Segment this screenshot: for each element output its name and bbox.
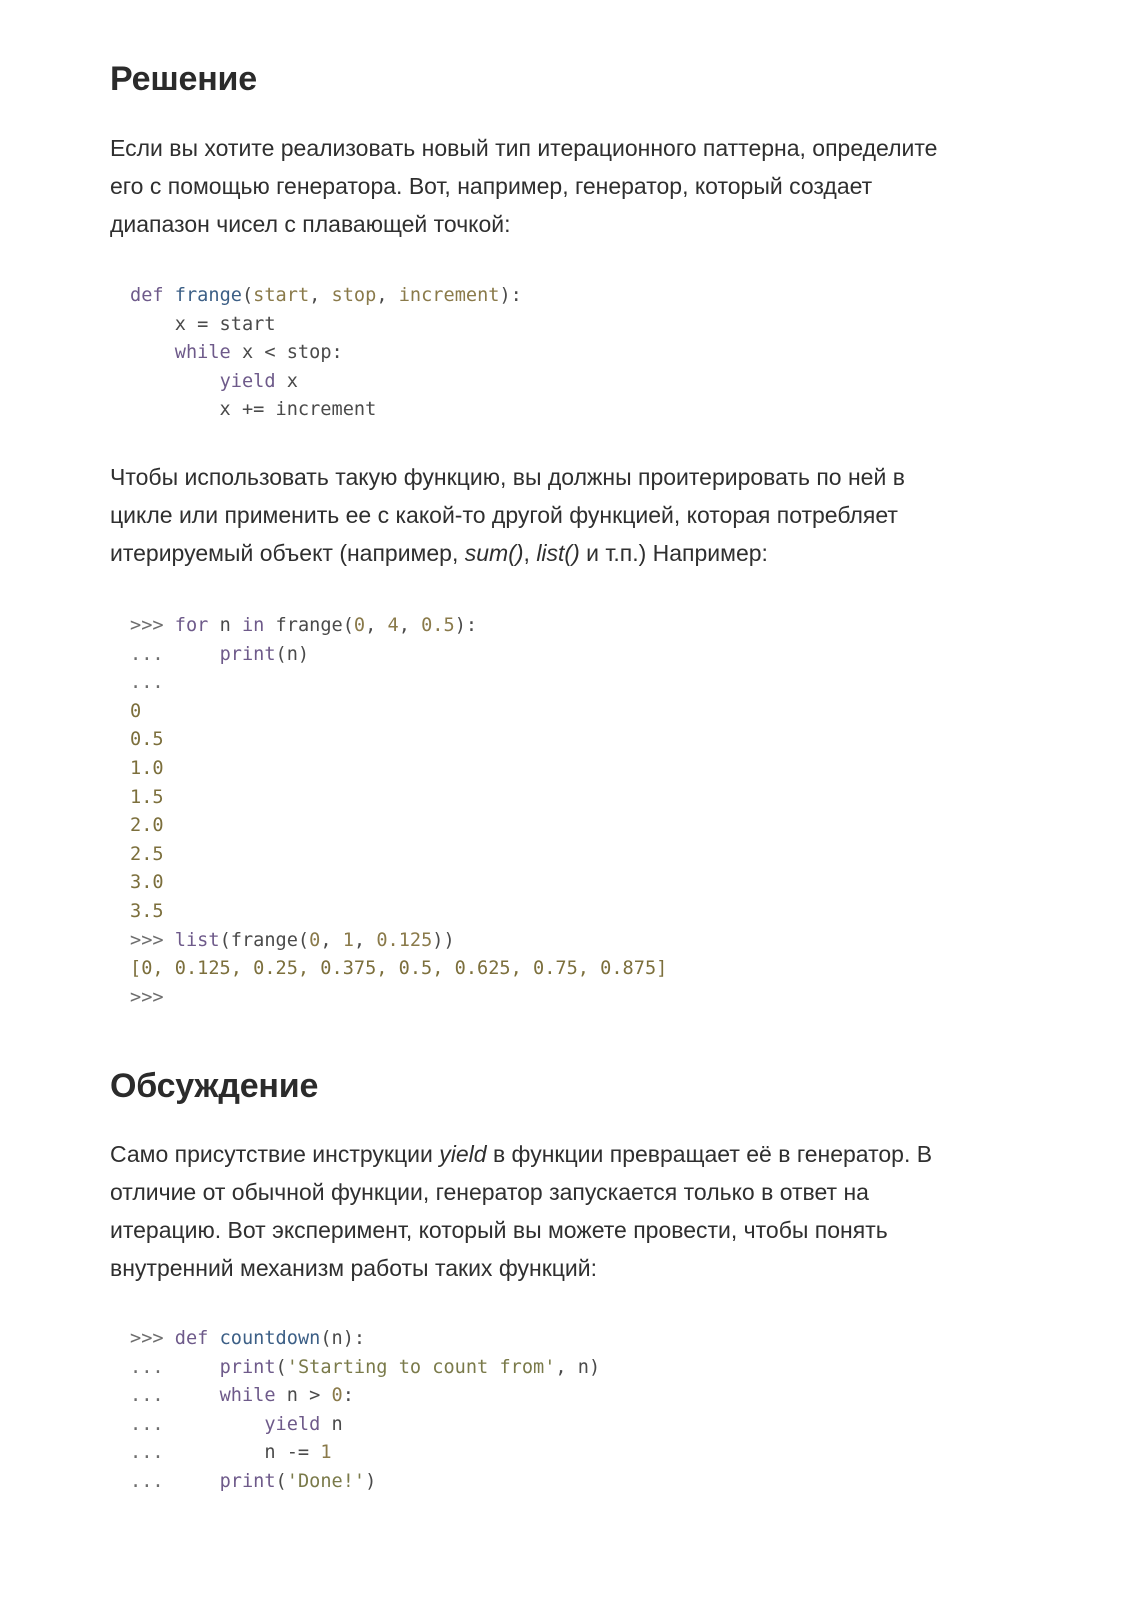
- code-line: ... n -= 1: [130, 1442, 332, 1464]
- code-output-line: 2.5: [130, 843, 164, 865]
- code-block-countdown: [130, 1325, 600, 1497]
- code-output-line: 1.0: [130, 757, 164, 779]
- code-line: x += increment: [130, 399, 377, 421]
- code-line: yield x: [219, 370, 298, 392]
- code-block-frange: [130, 282, 522, 425]
- intro-paragraph: [110, 129, 1010, 243]
- discussion-paragraph: [110, 1135, 1010, 1287]
- code-line: ...: [130, 672, 164, 694]
- code-output-line: 2.0: [130, 815, 164, 837]
- code-line: >>>: [130, 986, 164, 1008]
- heading-solution: Решение: [110, 60, 257, 98]
- code-line: x = start: [130, 313, 276, 335]
- usage-paragraph: [110, 458, 1010, 572]
- code-output-line: 0.5: [130, 729, 164, 751]
- code-line: ... print('Done!'): [130, 1470, 377, 1492]
- code-line: ... while n > 0:: [130, 1385, 354, 1407]
- code-output-line: 3.5: [130, 900, 164, 922]
- code-line: ... yield n: [130, 1413, 343, 1435]
- text-line: итерацию. Вот эксперимент, который вы можете провести, чтобы понять: [110, 1217, 888, 1243]
- code-line: >>> list(frange(0, 1, 0.125)): [130, 929, 455, 951]
- code-block-frange-usage: [130, 612, 667, 1012]
- code-line: ... print('Starting to count from', n): [130, 1356, 601, 1378]
- code-output-line: 0: [130, 700, 142, 722]
- code-line: ... print(n): [130, 643, 310, 665]
- text-line: цикле или применить ее с какой-то другой функцией, которая потребляет: [110, 502, 898, 528]
- code-output-line: 3.0: [130, 872, 164, 894]
- code-line: >>> def countdown(n):: [130, 1328, 366, 1349]
- text-line: диапазон чисел с плавающей точкой:: [110, 211, 511, 237]
- text-line: отличие от обычной функции, генератор запускается только в ответ на: [110, 1179, 869, 1205]
- code-line: def frange(start, stop, increment):: [130, 285, 522, 306]
- text-line: Само присутствие инструкции yield в функции превращает её в генератор. В: [110, 1141, 933, 1167]
- code-line: >>> for n in frange(0, 4, 0.5):: [130, 615, 478, 636]
- code-output-line: [0, 0.125, 0.25, 0.375, 0.5, 0.625, 0.75, 0.875]: [130, 958, 668, 980]
- text-line: Если вы хотите реализовать новый тип итерационного паттерна, определите: [110, 135, 938, 161]
- text-line: его с помощью генератора. Вот, например, генератор, который создает: [110, 173, 873, 199]
- text-line: итерируемый объект (например, sum(), list() и т.п.) Например:: [110, 540, 768, 566]
- code-output-line: 1.5: [130, 786, 164, 808]
- heading-discussion: Обсуждение: [110, 1067, 319, 1105]
- text-line: внутренний механизм работы таких функций:: [110, 1255, 598, 1281]
- text-line: Чтобы использовать такую функцию, вы должны проитерировать по ней в: [110, 464, 905, 490]
- code-line: while x < stop:: [174, 342, 343, 364]
